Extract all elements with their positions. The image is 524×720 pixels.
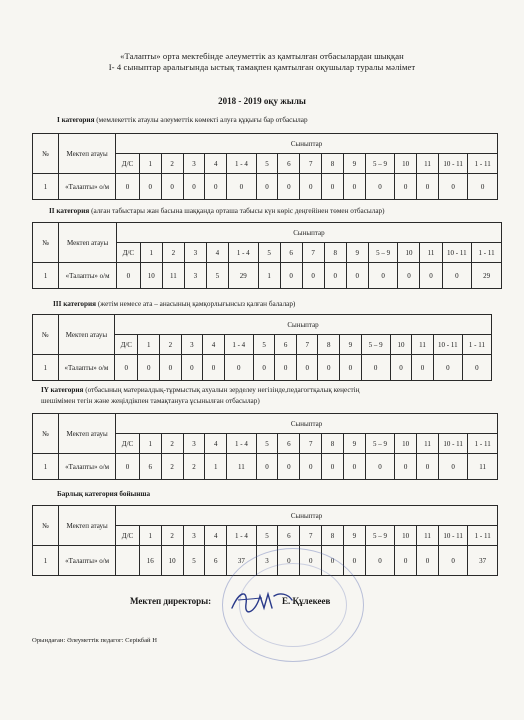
cell-value: 0	[340, 355, 362, 381]
column-header: 11	[417, 526, 439, 546]
cell-value: 16	[139, 546, 161, 576]
column-header: 1 - 4	[224, 335, 253, 355]
column-header: 5	[256, 434, 278, 454]
column-header: 5 – 9	[365, 434, 394, 454]
cell-value: 0	[116, 263, 140, 289]
cell-value: 0	[395, 546, 417, 576]
column-header: 4	[205, 526, 227, 546]
cell-value: 37	[227, 546, 256, 576]
category-3-table	[32, 314, 492, 381]
column-header: 1 - 4	[227, 526, 256, 546]
category-2-label: ІІ категория	[49, 207, 90, 215]
cell-value: 10	[161, 546, 183, 576]
cell-value: 5	[206, 263, 228, 289]
row-no: 1	[33, 546, 59, 576]
column-header: 1 - 11	[468, 526, 498, 546]
column-header: 2	[161, 434, 183, 454]
cell-value: 1	[258, 263, 280, 289]
table-row	[33, 454, 498, 480]
column-header: 2	[160, 335, 182, 355]
cell-value: 0	[115, 355, 138, 381]
column-header: 3	[184, 243, 206, 263]
column-header: 10 - 11	[438, 434, 467, 454]
header-classes: Сыныптар	[116, 134, 498, 154]
cell-value: 11	[162, 263, 184, 289]
row-school: «Талапты» о/м	[59, 546, 116, 576]
column-header: 2	[161, 154, 183, 174]
cell-value: 0	[365, 454, 394, 480]
column-header: 7	[296, 335, 318, 355]
column-header: 8	[322, 434, 344, 454]
column-header: 1 - 4	[227, 154, 256, 174]
column-header: 11	[412, 335, 434, 355]
column-header: 1	[140, 243, 162, 263]
column-header: 10	[390, 335, 412, 355]
cell-value: 0	[417, 546, 439, 576]
column-header: 3	[183, 434, 205, 454]
signature-block	[130, 596, 331, 606]
column-header: 9	[343, 154, 365, 174]
category-3-caption	[53, 300, 295, 309]
cell-value: 1	[205, 454, 227, 480]
cell-value: 0	[296, 355, 318, 381]
category-2-table	[32, 222, 502, 289]
cell-value: 0	[183, 174, 205, 200]
column-header: 8	[322, 154, 344, 174]
category-1-desc: (мемлекеттік атаулы әлеуметтік көмекті алуға құқығы бар отбасылар	[96, 116, 308, 124]
column-header: 9	[346, 243, 368, 263]
column-header: 5 – 9	[368, 243, 398, 263]
column-header: 7	[300, 526, 322, 546]
row-school: «Талапты» о/м	[59, 263, 117, 289]
row-no: 1	[33, 263, 59, 289]
column-header: 7	[300, 154, 322, 174]
cell-value: 0	[318, 355, 340, 381]
row-school: «Талапты» о/м	[59, 454, 116, 480]
cell-value: 11	[227, 454, 256, 480]
column-header: 5 – 9	[361, 335, 390, 355]
doc-title-line1: «Талапты» орта мектебінде әлеуметтік аз қамтылған отбасылардан шыққан	[120, 51, 404, 61]
column-header: 6	[278, 526, 300, 546]
column-header: 3	[181, 335, 203, 355]
cell-value: 0	[300, 174, 322, 200]
column-header: 6	[280, 243, 302, 263]
table-row	[33, 174, 498, 200]
row-no: 1	[33, 355, 59, 381]
cell-value: 0	[398, 263, 420, 289]
cell-value: 6	[205, 546, 227, 576]
cell-value: 0	[395, 174, 417, 200]
category-2-desc: (алған табыстары жан басына шаққанда орташа табысы күн көріс деңгейінен төмен отбасылар)	[91, 207, 385, 215]
column-header: 1 - 11	[462, 335, 491, 355]
cell-value: 0	[322, 546, 344, 576]
row-school: «Талапты» о/м	[59, 174, 116, 200]
column-header: 7	[302, 243, 324, 263]
cell-value: 0	[256, 454, 278, 480]
cell-value: 0	[138, 355, 160, 381]
category-2-caption	[49, 207, 385, 216]
cell-value: 0	[224, 355, 253, 381]
cell-value: 0	[390, 355, 412, 381]
column-header: 7	[300, 434, 322, 454]
column-header: 1	[139, 526, 161, 546]
category-1-table	[32, 133, 498, 200]
column-header: 1 - 4	[227, 434, 256, 454]
header-classes: Сыныптар	[116, 414, 498, 434]
category-4-table	[32, 413, 498, 480]
column-header: 4	[206, 243, 228, 263]
column-header: 11	[417, 154, 439, 174]
column-header: 2	[161, 526, 183, 546]
column-header: 10 - 11	[433, 335, 462, 355]
cell-value	[116, 546, 140, 576]
category-3-desc: (жетім немесе ата – анасының қамқорлығынсыз қалған балалар)	[97, 300, 296, 308]
cell-value: 0	[278, 454, 300, 480]
column-header: Д/С	[116, 434, 140, 454]
cell-value: 2	[183, 454, 205, 480]
cell-value: 0	[417, 174, 439, 200]
category-3-label: ІІІ категория	[53, 300, 97, 308]
header-no: №	[33, 134, 59, 174]
column-header: 5	[253, 335, 275, 355]
header-school: Мектеп атауы	[58, 315, 114, 355]
category-total-label: Барлық категория бойынша	[57, 490, 151, 498]
cell-value: 0	[368, 263, 398, 289]
column-header: 1	[138, 335, 160, 355]
column-header: 6	[278, 434, 300, 454]
cell-value: 0	[300, 546, 322, 576]
column-header: 8	[324, 243, 346, 263]
cell-value: 0	[462, 355, 491, 381]
table-row	[33, 263, 502, 289]
header-classes: Сыныптар	[116, 223, 501, 243]
column-header: 1 - 11	[468, 154, 498, 174]
column-header: 5	[258, 243, 280, 263]
column-header: 9	[343, 434, 365, 454]
column-header: 1 - 4	[228, 243, 258, 263]
header-school: Мектеп атауы	[59, 223, 117, 263]
cell-value: 0	[438, 546, 467, 576]
column-header: 10	[395, 434, 417, 454]
category-total-caption	[57, 490, 150, 499]
cell-value: 0	[365, 174, 394, 200]
category-1-label: І категория	[57, 116, 95, 124]
column-header: 3	[183, 526, 205, 546]
column-header: 10	[398, 243, 420, 263]
header-no: №	[33, 223, 59, 263]
header-no: №	[33, 414, 59, 454]
cell-value: 0	[420, 263, 442, 289]
cell-value: 0	[205, 174, 227, 200]
cell-value: 0	[181, 355, 203, 381]
column-header: 11	[420, 243, 442, 263]
cell-value: 0	[322, 174, 344, 200]
column-header: 8	[322, 526, 344, 546]
column-header: 5 – 9	[365, 526, 394, 546]
cell-value: 0	[438, 454, 467, 480]
cell-value: 0	[468, 174, 498, 200]
column-header: Д/С	[116, 154, 140, 174]
category-4-label: ІY категория	[41, 386, 84, 394]
cell-value: 3	[256, 546, 278, 576]
cell-value: 29	[228, 263, 258, 289]
column-header: 2	[162, 243, 184, 263]
column-header: 10 - 11	[438, 154, 467, 174]
column-header: 4	[205, 434, 227, 454]
column-header: 4	[205, 154, 227, 174]
cell-value: 5	[183, 546, 205, 576]
cell-value: 29	[472, 263, 502, 289]
cell-value: 37	[468, 546, 498, 576]
column-header: 4	[203, 335, 225, 355]
cell-value: 0	[438, 174, 467, 200]
category-4-caption-line1	[41, 386, 360, 395]
cell-value: 0	[365, 546, 394, 576]
column-header: 1	[139, 154, 161, 174]
cell-value: 0	[302, 263, 324, 289]
cell-value: 10	[140, 263, 162, 289]
cell-value: 0	[442, 263, 472, 289]
header-school: Мектеп атауы	[59, 414, 116, 454]
column-header: 5	[256, 526, 278, 546]
column-header: 9	[343, 526, 365, 546]
cell-value: 0	[346, 263, 368, 289]
cell-value: 0	[343, 546, 365, 576]
column-header: 10 - 11	[442, 243, 472, 263]
prepared-by: Орындаған: Әлеуметтік педагог: Серікбай Н	[32, 637, 157, 644]
cell-value: 11	[468, 454, 498, 480]
row-no: 1	[33, 174, 59, 200]
cell-value: 0	[116, 174, 140, 200]
cell-value: 2	[161, 454, 183, 480]
cell-value: 0	[322, 454, 344, 480]
category-1-caption	[57, 116, 308, 125]
cell-value: 0	[324, 263, 346, 289]
cell-value: 0	[412, 355, 434, 381]
cell-value: 0	[116, 454, 140, 480]
header-classes: Сыныптар	[115, 315, 492, 335]
doc-title-line2: І- 4 сыныптар аралығында ыстық тамақпен қамтылған оқушылар туралы мәлімет	[108, 62, 416, 72]
column-header: 1 - 11	[472, 243, 502, 263]
table-row	[33, 355, 492, 381]
cell-value: 0	[300, 454, 322, 480]
cell-value: 0	[275, 355, 297, 381]
column-header: 6	[275, 335, 297, 355]
column-header: 11	[417, 434, 439, 454]
category-4-desc-line2: шешімімен тегін және жеңілдікпен тамақтануға ұсынылған отбасылар)	[41, 397, 260, 405]
header-classes: Сыныптар	[116, 506, 498, 526]
cell-value: 0	[278, 546, 300, 576]
column-header: 10	[395, 526, 417, 546]
column-header: 1 - 11	[468, 434, 498, 454]
row-no: 1	[33, 454, 59, 480]
cell-value: 0	[139, 174, 161, 200]
director-label: Мектеп директоры:	[130, 596, 212, 606]
column-header: Д/С	[116, 526, 140, 546]
column-header: 5	[256, 154, 278, 174]
cell-value: 0	[280, 263, 302, 289]
column-header: Д/С	[115, 335, 138, 355]
column-header: 5 – 9	[365, 154, 394, 174]
category-4-desc-line1: (отбасының материалдық-тұрмыстық ахуалын зерделеу негізінде,педагогтқалық кеңестің	[85, 386, 360, 394]
header-no: №	[33, 506, 59, 546]
cell-value: 0	[227, 174, 256, 200]
header-school: Мектеп атауы	[59, 506, 116, 546]
cell-value: 0	[203, 355, 225, 381]
cell-value: 0	[253, 355, 275, 381]
cell-value: 6	[139, 454, 161, 480]
cell-value: 0	[361, 355, 390, 381]
cell-value: 0	[343, 454, 365, 480]
column-header: 6	[278, 154, 300, 174]
column-header: 1	[139, 434, 161, 454]
academic-year: 2018 - 2019 оқу жылы	[218, 96, 306, 106]
column-header: Д/С	[116, 243, 140, 263]
header-school: Мектеп атауы	[59, 134, 116, 174]
column-header: 10	[395, 154, 417, 174]
director-name: Е. Құлекеев	[282, 596, 331, 606]
cell-value: 0	[160, 355, 182, 381]
cell-value: 0	[417, 454, 439, 480]
cell-value: 3	[184, 263, 206, 289]
header-no: №	[33, 315, 59, 355]
column-header: 8	[318, 335, 340, 355]
cell-value: 0	[278, 174, 300, 200]
cell-value: 0	[395, 454, 417, 480]
column-header: 10 - 11	[438, 526, 467, 546]
row-school: «Талапты» о/м	[58, 355, 114, 381]
column-header: 9	[340, 335, 362, 355]
cell-value: 0	[256, 174, 278, 200]
column-header: 3	[183, 154, 205, 174]
cell-value: 0	[343, 174, 365, 200]
cell-value: 0	[161, 174, 183, 200]
cell-value: 0	[433, 355, 462, 381]
